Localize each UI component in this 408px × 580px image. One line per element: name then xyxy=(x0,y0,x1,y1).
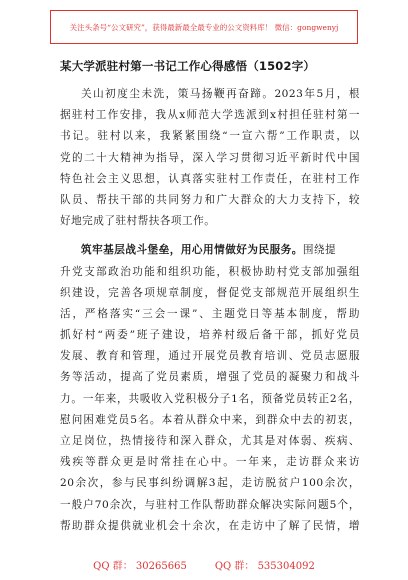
paragraph-2 xyxy=(60,240,360,537)
text-line: 20余次，参与民事纠纷调解3起，走访脱贫户100余次， xyxy=(60,477,360,490)
text-line: 活，严格落实“三会一课”、主题党日等基本制度，帮助 xyxy=(60,307,360,320)
text-line: 书记。驻村以来，我紧紧围绕“一宣六帮”工作职责，以 xyxy=(60,130,360,143)
text-line: 特色社会主义思想，认真落实驻村工作责任，在驻村工作 xyxy=(60,172,360,185)
paragraph-2-heading: 筑牢基层战斗堡垒，用心用情做好为民服务。 xyxy=(81,244,303,257)
text-line: 务等活动，提高了党员素质，增强了党员的凝聚力和战斗 xyxy=(60,371,360,384)
paragraph-2-first-tail: 围绕提 xyxy=(302,244,337,257)
footer-qq-group-2: QQ 群： 535304092 xyxy=(214,561,315,572)
text-line: 队员、帮扶干部的共同努力和广大群众的大力支持下，较 xyxy=(60,193,360,206)
text-line: 抓好村“两委”班子建设，培养村级后备干部，抓好党员 xyxy=(60,329,360,342)
paragraph-1 xyxy=(60,84,360,232)
text-line: 织建设，完善各项规章制度，督促党支部规范开展组织生 xyxy=(60,286,360,299)
document-body xyxy=(60,84,360,537)
promo-banner xyxy=(50,10,358,44)
footer xyxy=(0,557,408,572)
text-line: 据驻村工作安排，我从x师范大学选派到x村担任驻村第一 xyxy=(60,109,360,122)
text-line: 一般户70余次，与驻村工作队帮助群众解决实际问题5个， xyxy=(60,498,360,511)
document-title: 某大学派驻村第一书记工作心得感悟（1502字） xyxy=(60,59,316,73)
promo-banner-text: 关注头条号“公文研究”，获得最新最全最专业的公文资料库！ 微信：gongwenyj xyxy=(69,22,339,32)
text-line: 残疾等群众更是时常挂在心中。一年来，走访群众来访 xyxy=(60,456,360,469)
text-line: 好地完成了驻村帮扶各项工作。 xyxy=(60,215,216,228)
text-line: 发展、教育和管理，通过开展党员教育培训、党员志愿服 xyxy=(60,350,360,363)
text-line: 升党支部政治功能和组织功能，积极协助村党支部加强组 xyxy=(60,265,360,278)
text-line: 立足岗位，热情接待和深入群众，尤其是对体弱、疾病、 xyxy=(60,435,360,447)
footer-qq-group-1: QQ 群： 30265665 xyxy=(93,561,187,572)
text-line: 慰问困难党员5名。本着从群众中来，到群众中去的初衷， xyxy=(60,413,360,426)
text-line: 党的二十大精神为指导，深入学习贯彻习近平新时代中国 xyxy=(60,151,360,164)
text-line: 力。一年来，共吸收入党积极分子1名，预备党员转正2名， xyxy=(60,392,360,405)
paragraph-2-first-line xyxy=(60,240,360,261)
text-line: 关山初度尘未洗，策马扬鞭再奋蹄。2023年5月，根 xyxy=(81,88,360,100)
text-line: 帮助群众提供就业机会十余次，在走访中了解了民情，增 xyxy=(60,519,360,532)
